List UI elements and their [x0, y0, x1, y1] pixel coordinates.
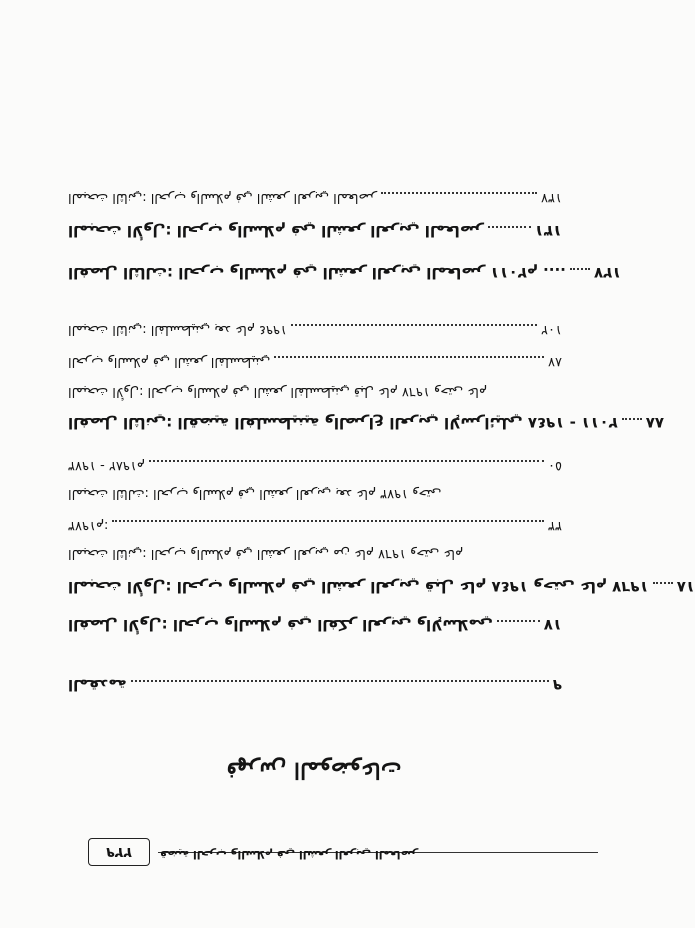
toc-entry-title: الفصل الثالث: الحرب والسلام في الشعر العربي المعاصر ٢٠١١م ....	[68, 264, 566, 282]
toc-entry-title: المبحث الأول: الحرب والسلام في الشعر الفلسطيني قبل عام ١٩٦٧ وحتى عام	[68, 384, 487, 399]
page-number-box	[88, 838, 150, 866]
leader-dots	[274, 356, 544, 358]
toc-entry-title: المقدمة	[68, 676, 127, 694]
leader-dots	[497, 620, 540, 622]
leader-dots	[488, 226, 531, 228]
toc-entry-page: ٨٨	[645, 414, 665, 432]
toc-entry-page: ٨٧	[548, 354, 562, 369]
toc-entry-page: ٩	[552, 676, 562, 694]
toc-entry[interactable]	[68, 189, 562, 205]
toc-entry-title: المبحث الأول: الحرب والسلام في الشعر العربي قبل عام ١٩٤٨ وحتى عام ١٩٦٧	[68, 578, 649, 596]
leader-dots	[653, 582, 673, 584]
toc-entry-title: المبحث الأول: الحرب والسلام في الشعر العربي المعاصر	[68, 222, 484, 240]
toc-entry[interactable]	[68, 383, 562, 399]
toc-entry-page: ١٠٢	[541, 322, 562, 337]
leader-dots	[112, 520, 544, 522]
toc-entry[interactable]	[68, 517, 562, 533]
running-head: قضية الحرب والسلام في الشعر العربي المعاصر	[160, 848, 419, 861]
toc-entry[interactable]	[68, 414, 665, 432]
toc-entry[interactable]	[68, 264, 622, 282]
toc-entry[interactable]	[68, 457, 562, 473]
toc-entry[interactable]	[68, 677, 562, 693]
toc-entry-page: ١٢٧	[593, 264, 622, 282]
toc	[68, 189, 695, 694]
toc-entry[interactable]	[68, 578, 695, 596]
leader-dots	[570, 268, 590, 270]
leader-dots	[149, 460, 544, 462]
leader-dots	[131, 680, 549, 682]
toc-entry[interactable]	[68, 321, 562, 337]
toc-entry-title: الفصل الأول: الحرب والسلام في الفكر العربي والإسلامي	[68, 616, 493, 634]
toc-entry[interactable]	[68, 545, 562, 561]
page-number: ٢٢٩	[106, 844, 132, 860]
toc-entry[interactable]	[68, 485, 562, 501]
toc-entry-page: ٣٣	[548, 518, 562, 533]
toc-entry-page: ٥٠	[548, 458, 562, 473]
toc-entry[interactable]	[68, 353, 562, 369]
toc-entry-title: المبحث الثاني: الفلسطيني بعد عام ١٩٩٤	[68, 322, 287, 337]
toc-entry-page: ١٧	[543, 616, 562, 634]
toc-entry[interactable]	[68, 223, 562, 239]
leader-dots	[381, 192, 537, 194]
toc-entry-title: ١٩٧٣ - ١٩٨٢م	[68, 458, 145, 473]
leader-dots	[622, 418, 642, 420]
toc-entry-title: الفصل الثاني: القضية الفلسطينية والصراع العربي الإسرائيلي ١٩٤٨ - ٢٠١١	[68, 414, 618, 432]
toc-entry-title: المبحث الثاني: الحرب والسلام في الشعر العربي المعاصر	[68, 190, 377, 205]
page-title: فهرس الموضوعات	[226, 757, 402, 783]
leader-dots	[291, 324, 537, 326]
toc-entry-title: المبحث الثالث: الحرب والسلام في الشعر العربي بعد عام ١٩٧٣ وحتى	[68, 486, 442, 501]
toc-entry[interactable]	[68, 617, 562, 633]
toc-entry-title: المبحث الثاني: الحرب والسلام في الشعر العربي من عام ١٩٦٧ وحتى عام	[68, 546, 464, 561]
toc-entry-title: ١٩٧٣م:	[68, 518, 109, 533]
toc-entry-page: ١٨	[676, 578, 695, 596]
toc-entry-page: ١٣١	[534, 222, 562, 240]
toc-entry-title: الحرب والسلام في الشعر الفلسطيني	[68, 354, 271, 369]
toc-entry-page: ١٣٧	[541, 190, 562, 205]
